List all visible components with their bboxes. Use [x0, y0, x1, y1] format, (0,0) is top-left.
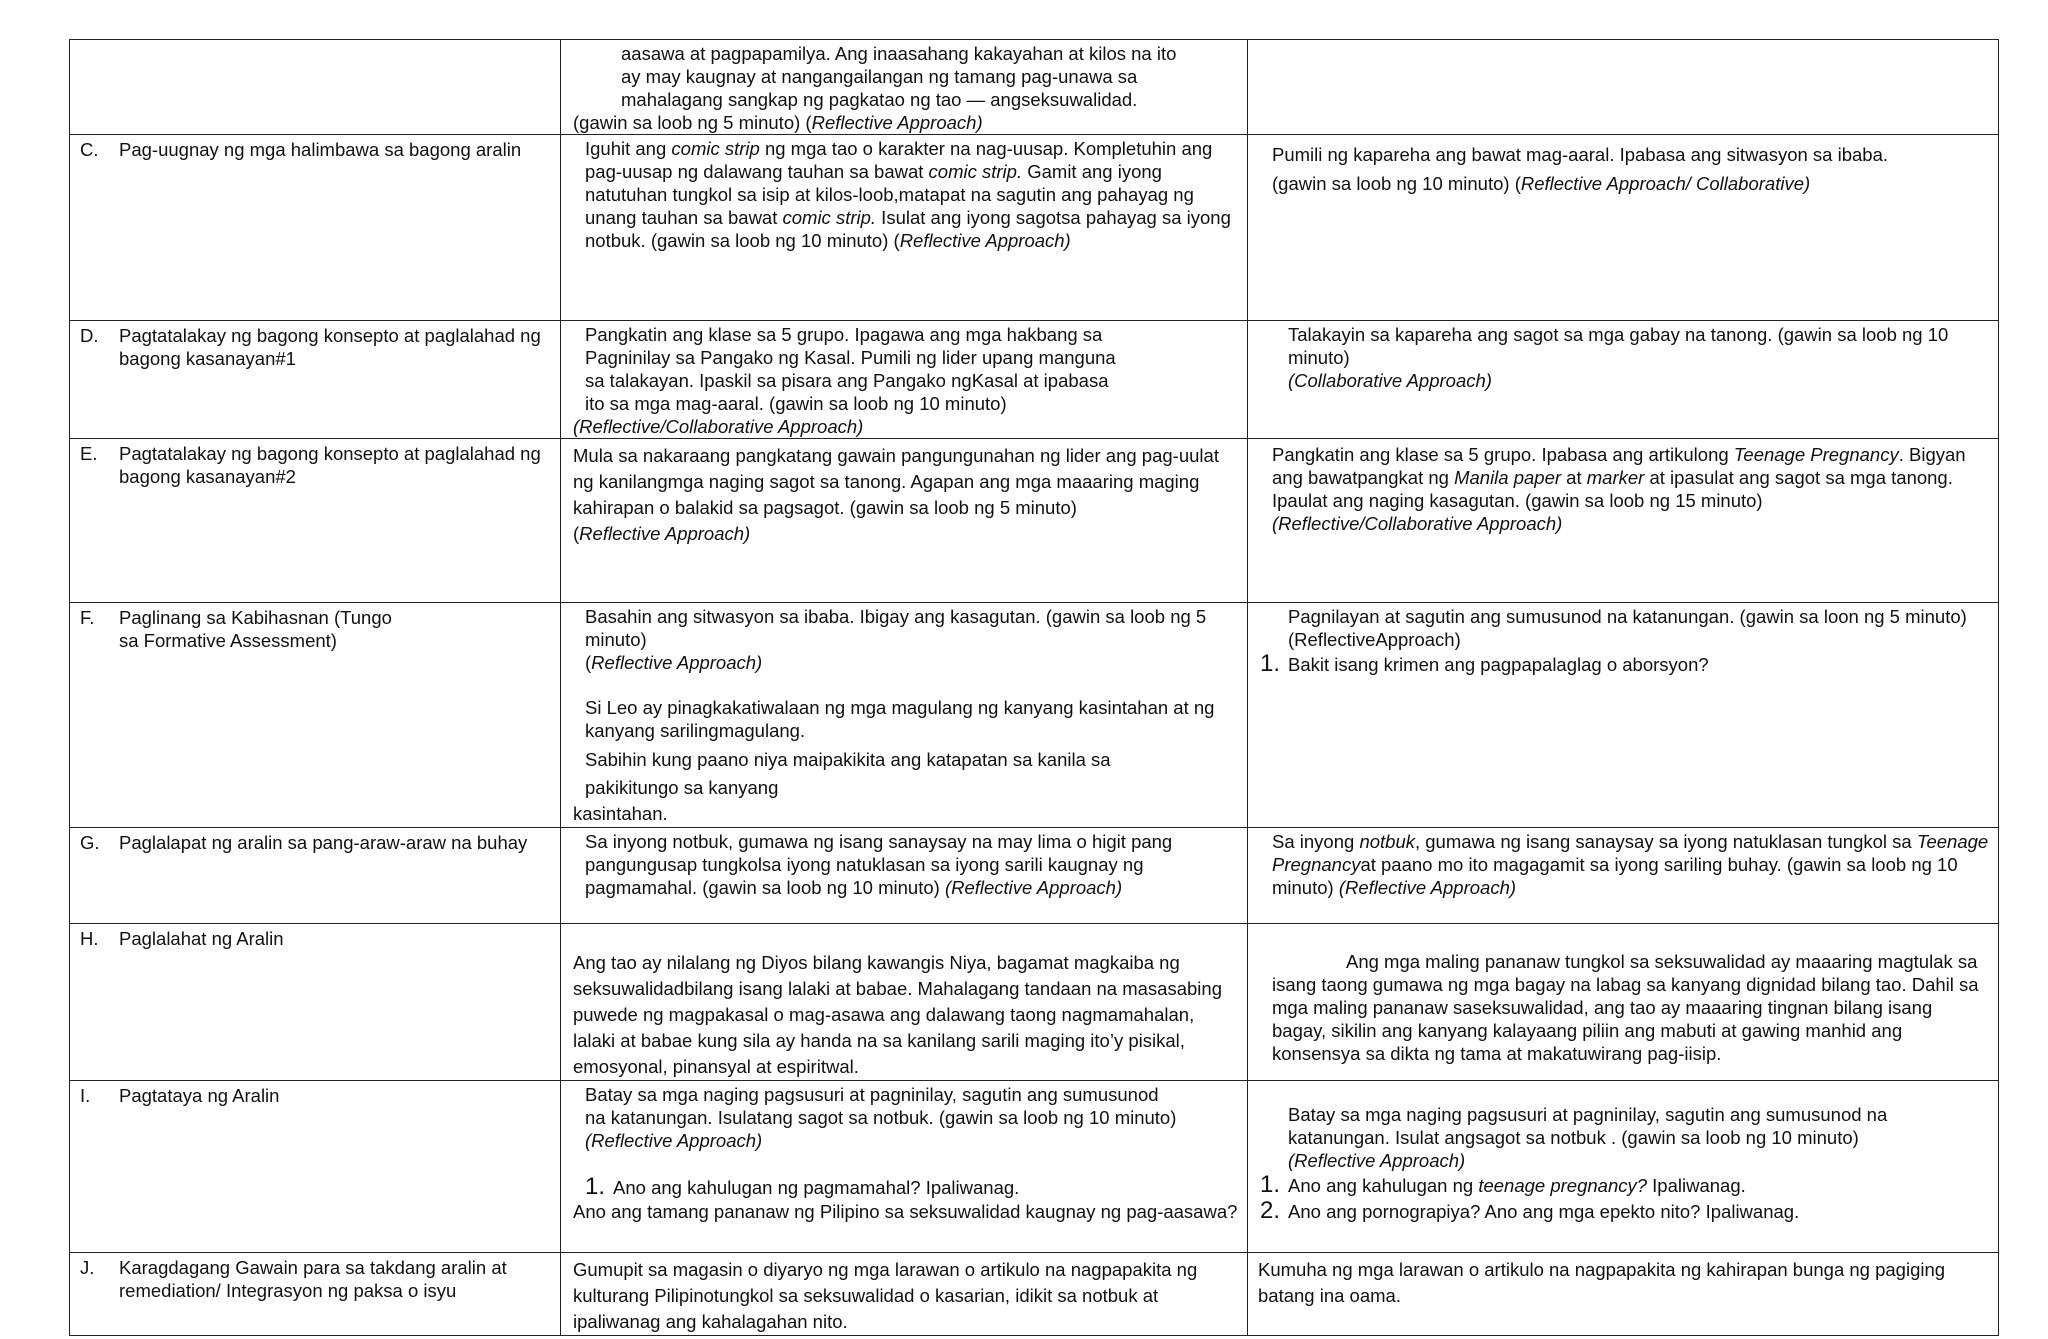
row-label-cell — [70, 1081, 561, 1253]
list-number: 1. — [1260, 1171, 1281, 1198]
col2-cell — [561, 924, 1248, 1081]
text-span: Sa inyong notbuk, gumawa ng isang sanaysay na may lima o higit pang pangungusap tungkolsa iyong natuklasan sa iyong sarili kaugnay ng pagmamahal. (gawin sa loob ng 10 minuto) — [585, 831, 1173, 898]
col3-cell — [1248, 321, 1999, 439]
col2-cell — [561, 135, 1248, 321]
row-label-cell — [70, 321, 561, 439]
col3-cell — [1248, 1253, 1999, 1336]
list-number: 1. — [1260, 650, 1281, 677]
text-span: Mula sa nakaraang pangkatang gawain pangungunahan ng lider ang pag-uulat ng kanilangmga naging sagot sa tanong. Agapan ang mga maaaring maging kahirapan o balakid sa pagsagot. (gawin sa loob ng 5 minuto) — [573, 445, 1219, 518]
text-span-italic: (Reflective Approach) — [1338, 877, 1517, 898]
text-line: Batay sa mga naging pagsusuri at pagninilay, sagutin ang sumusunod na katanungan. Isulat angsagot sa notbuk . (gawin sa loob ng 10 minuto) — [1288, 1104, 1888, 1148]
text-span-italic: notbuk — [1359, 831, 1415, 852]
text-line: ay may kaugnay at nangangailangan ng tamang pag-unawa sa — [621, 66, 1138, 87]
col3-cell — [1248, 603, 1999, 828]
text-span-italic: Reflective Approach) — [811, 112, 983, 133]
col2-cell — [561, 321, 1248, 439]
text-line: Si Leo ay pinagkakatiwalaan ng mga magulang ng kanyang kasintahan at ng kanyang sarilingmagulang. — [585, 697, 1215, 741]
row-letter: D. — [80, 325, 99, 346]
col2-cell — [561, 828, 1248, 924]
row-title: Karagdagang Gawain para sa takdang aralin at remediation/ Integrasyon ng paksa o isyu — [119, 1257, 507, 1301]
text-span-italic: Teenage Pregnancy — [1272, 831, 1989, 875]
text-line: Pumili ng kapareha ang bawat mag-aaral. Ipabasa ang sitwasyon sa ibaba. — [1272, 144, 1889, 165]
text-line: Ipaulat ang naging kasagutan. (gawin sa loob ng 15 minuto) — [1272, 490, 1763, 511]
row-letter: G. — [80, 832, 100, 853]
col3-cell — [1248, 1081, 1999, 1253]
col3-cell — [1248, 828, 1999, 924]
row-label-cell — [70, 135, 561, 321]
col2-cell — [561, 1081, 1248, 1253]
text-span: at paano mo ito magagamit sa iyong sariling buhay. (gawin sa loob ng 10 minuto) — [1272, 854, 1958, 898]
row-label-cell — [70, 40, 561, 135]
list-number: 2. — [1260, 1197, 1281, 1224]
text-line: Pagnilayan at sagutin ang sumusunod na katanungan. (gawin sa loon ng 5 minuto) (ReflectiveApproach) — [1288, 606, 1967, 650]
row-title: Pag-uugnay ng mga halimbawa sa bagong aralin — [119, 139, 522, 160]
text-span-italic: Teenage Pregnancy — [1733, 444, 1899, 465]
text-span: Ipaliwanag. — [1647, 1175, 1746, 1196]
list-number: 1. — [585, 1173, 606, 1200]
text-span-italic: marker — [1586, 467, 1645, 488]
text-span: Pangkatin ang klase sa 5 grupo. Ipabasa ang artikulong — [1272, 444, 1734, 465]
text-span: (gawin sa loob ng 10 minuto) ( — [1272, 173, 1521, 194]
text-span-italic: comic strip. — [782, 207, 877, 228]
text-line: Pangkatin ang klase sa 5 grupo. Ipagawa ang mga hakbang sa — [585, 324, 1103, 345]
table-row — [70, 135, 1999, 321]
col3-cell — [1248, 439, 1999, 603]
text-line-italic: (Reflective/Collaborative Approach) — [1272, 513, 1563, 534]
text-line: sa talakayan. Ipaskil sa pisara ang Pangako ngKasal at ipabasa — [585, 370, 1109, 391]
row-label-cell — [70, 828, 561, 924]
table-row — [70, 1081, 1999, 1253]
row-title: Paglalapat ng aralin sa pang-araw-araw na buhay — [119, 832, 528, 853]
text-span-italic: Reflective Approach/ Collaborative) — [1520, 173, 1811, 194]
text-line-italic: (Collaborative Approach) — [1288, 370, 1492, 391]
text-span: Batay sa mga naging pagsusuri at pagninilay, sagutin ang sumusunod na katanungan. Isulatang sagot sa notbuk. (gawin sa loob ng 10 minuto) — [585, 1084, 1177, 1128]
col2-cell: Basahin ang sitwasyon sa ibaba. Ibigay ang kasagutan. (gawin sa loob ng 5 minuto) (Reflective Approach) Si Leo ay pinagkakatiwalaan ng mga magulang ng kanyang kasintahan at ng kanyang sarilingmagulang. Sabihin kung paano niya maipakikita ang katapatan sa kanila sa pakikitungo sa kanyang kasintahan. — [561, 603, 1248, 828]
text-line: Basahin ang sitwasyon sa ibaba. Ibigay ang kasagutan. (gawin sa loob ng 5 minuto) — [585, 606, 1207, 650]
text-span: at — [1561, 467, 1587, 488]
row-letter: I. — [80, 1085, 91, 1106]
text-span-italic: Reflective Approach) — [899, 230, 1071, 251]
row-letter: H. — [80, 928, 99, 949]
text-line: mahalagang sangkap ng pagkatao ng tao — angseksuwalidad. — [621, 89, 1138, 110]
row-label-cell — [70, 603, 561, 828]
col3-cell — [1248, 135, 1999, 321]
text-span: , gumawa ng isang sanaysay sa iyong natuklasan tungkol sa — [1414, 831, 1917, 852]
row-label-cell — [70, 924, 561, 1081]
col3-cell — [1248, 924, 1999, 1081]
text-line: Pagninilay sa Pangako ng Kasal. Pumili ng lider upang manguna — [585, 347, 1116, 368]
text-block: Ang mga maling pananaw tungkol sa seksuwalidad ay maaaring magtulak sa isang taong gumawa ng mga bagay na labag sa kanyang dignidad bilang tao. Dahil sa mga maling pananaw saseksuwalidad, ang tao ay maaaring tingnan bilang isang bagay, sikilin ang kanyang kalayaang piliin ang mabuti at gawing manhid ang konsensya sa dikta ng tama at makatuwirang pag-iisip. — [1272, 951, 1979, 1064]
text-span: Gamit ang iyong natutuhan tungkol sa isip at kilos-loob,matapat na sagutin ang pahayag ng unang tauhan sa bawat — [585, 161, 1194, 228]
text-block: Kumuha ng mga larawan o artikulo na nagpapakita ng kahirapan bunga ng pagiging batang ina oama. — [1258, 1259, 1946, 1306]
text-span: Ano ang kahulugan ng — [1288, 1175, 1479, 1196]
text-line: Sabihin kung paano niya maipakikita ang katapatan sa kanila sa — [585, 749, 1111, 770]
text-span: at ipasulat ang sagot sa mga tanong. — [1644, 467, 1953, 488]
text-span: . Bigyan ang bawatpangkat ng — [1272, 444, 1966, 488]
text-span-italic: Reflective Approach) — [579, 523, 751, 544]
text-line: kasintahan. — [573, 803, 668, 824]
text-block: Gumupit sa magasin o diyaryo ng mga larawan o artikulo na nagpapakita ng kulturang Pilipinotungkol sa seksuwalidad o kasarian, idikit sa notbuk at ipaliwanag ang kahalagahan nito. — [573, 1259, 1198, 1332]
col2-cell: Mula sa nakaraang pangkatang gawain pangungunahan ng lider ang pag-uulat ng kanilangmga naging sagot sa tanong. Agapan ang mga maaaring maging kahirapan o balakid sa pagsagot. (gawin sa loob ng 5 minuto) (Reflective Approach) — [561, 439, 1248, 603]
row-label-cell — [70, 439, 561, 603]
lesson-plan-table — [69, 39, 1999, 1336]
text-span-italic: Reflective Approach) — [591, 652, 763, 673]
text-line-italic: (Reflective/Collaborative Approach) — [573, 416, 864, 437]
text-line-italic: (Reflective Approach) — [1288, 1150, 1466, 1171]
text-span: Iguhit ang — [585, 138, 672, 159]
row-title: Paglinang sa Kabihasnan (Tungo sa Formative Assessment) — [119, 607, 392, 651]
row-label-cell — [70, 1253, 561, 1336]
list-item: Ano ang kahulugan ng pagmamahal? Ipaliwanag. — [613, 1177, 1020, 1198]
row-title: Pagtataya ng Aralin — [119, 1085, 280, 1106]
text-span: (gawin sa loob ng 5 minuto) ( — [573, 112, 812, 133]
col2-cell — [561, 1253, 1248, 1336]
text-span: Sa inyong — [1272, 831, 1360, 852]
row-title: Paglalahat ng Aralin — [119, 928, 284, 949]
table-row — [70, 40, 1999, 135]
text-span-italic: comic strip. — [928, 161, 1023, 182]
list-item: Bakit isang krimen ang pagpapalaglag o aborsyon? — [1288, 654, 1709, 675]
row-title: Pagtatalakay ng bagong konsepto at paglalahad ng bagong kasanayan#1 — [119, 325, 541, 369]
text-block: Ang tao ay nilalang ng Diyos bilang kawangis Niya, bagamat magkaiba ng seksuwalidadbilang isang lalaki at babae. Mahalagang tandaan na masasabing puwede ng magpakasal o mag-asawa ang dalawang taong nagmamahalan, lalaki at babae kung sila ay handa na sa kanilang sarili maging ito’y pisikal, emosyonal, pinansyal at espiritwal. — [573, 952, 1222, 1077]
col2-cell — [561, 40, 1248, 135]
text-span-italic: comic strip — [671, 138, 760, 159]
table-row — [70, 321, 1999, 439]
list-item: Ano ang pornograpiya? Ano ang mga epekto nito? Ipaliwanag. — [1288, 1201, 1800, 1222]
table-row — [70, 439, 1999, 603]
table-row — [70, 828, 1999, 924]
col3-cell — [1248, 40, 1999, 135]
list-item: Ano ang tamang pananaw ng Pilipino sa seksuwalidad kaugnay ng pag-aasawa? — [573, 1201, 1238, 1222]
row-letter: F. — [80, 607, 95, 628]
text-line: aasawa at pagpapamilya. Ang inaasahang kakayahan at kilos na ito — [621, 43, 1177, 64]
row-letter: J. — [80, 1257, 95, 1278]
text-span-italic: teenage pregnancy? — [1478, 1175, 1648, 1196]
row-title: Pagtatalakay ng bagong konsepto at paglalahad ng bagong kasanayan#2 — [119, 443, 541, 487]
text-line: Talakayin sa kapareha ang sagot sa mga gabay na tanong. (gawin sa loob ng 10 minuto) — [1288, 324, 1949, 368]
table-row — [70, 1253, 1999, 1336]
text-line: ito sa mga mag-aaral. (gawin sa loob ng 10 minuto) — [585, 393, 1007, 414]
row-letter: E. — [80, 443, 98, 464]
text-span-italic: Manila paper — [1454, 467, 1562, 488]
text-span: ng mga tao o karakter na nag-uusap. Kompletuhin ang pag-uusap ng dalawang tauhan sa bawat — [585, 138, 1213, 182]
text-line: pakikitungo sa kanyang — [585, 777, 779, 798]
text-span: Isulat ang iyong sagotsa pahayag sa iyong notbuk. (gawin sa loob ng 10 minuto) ( — [585, 207, 1231, 251]
text-span-italic: (Reflective Approach) — [944, 877, 1123, 898]
text-span-italic: (Reflective Approach) — [585, 1130, 763, 1151]
table-row — [70, 924, 1999, 1081]
table-row — [70, 603, 1999, 828]
row-letter: C. — [80, 139, 99, 160]
